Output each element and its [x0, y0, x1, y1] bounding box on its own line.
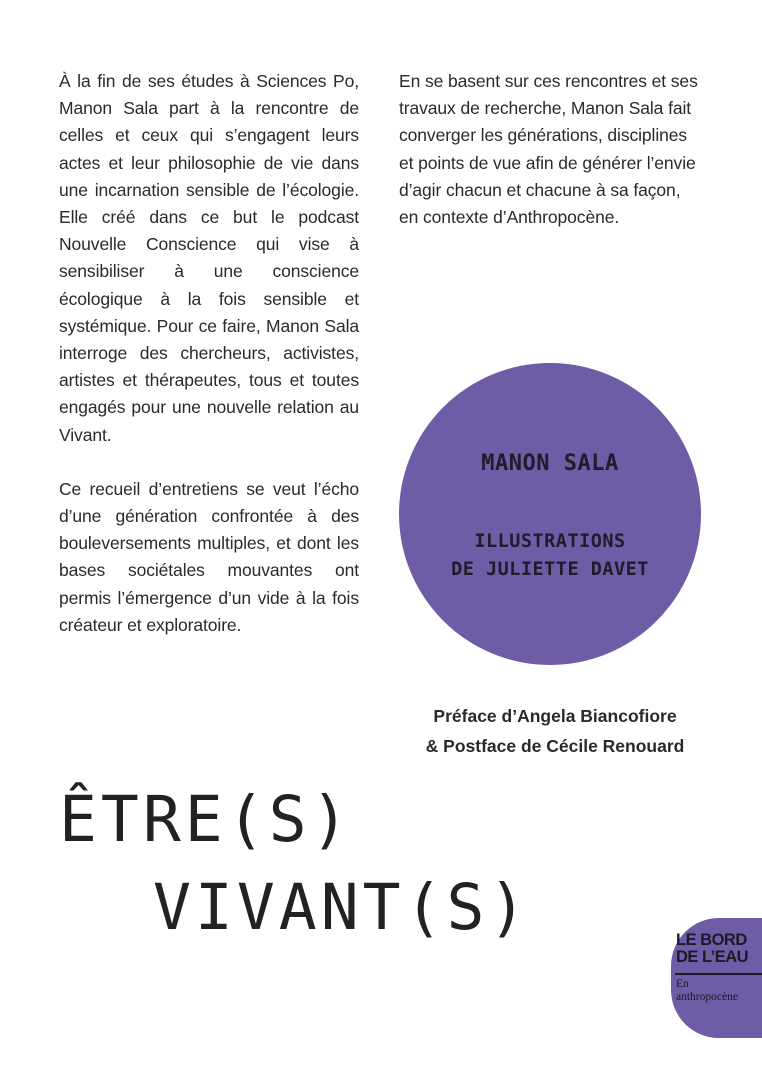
left-text-column	[59, 68, 359, 639]
publisher-logo	[671, 918, 762, 1038]
publisher-name-line-1: LE BORD	[676, 931, 747, 949]
logo-divider	[675, 973, 762, 975]
series-line-1: En	[676, 978, 689, 990]
series-name	[676, 978, 762, 1004]
right-text-column	[399, 68, 704, 231]
publisher-name-line-2: DE L’EAU	[676, 948, 749, 966]
preface-line: Préface d’Angela Biancofiore	[433, 706, 677, 726]
book-title-line-2: VIVANT(S)	[153, 871, 531, 944]
author-badge	[399, 363, 701, 665]
illustrator-line-1: ILLUSTRATIONS	[474, 531, 626, 552]
illustrator-line-2: DE JULIETTE DAVET	[451, 559, 649, 580]
blurb-paragraph-2: Ce recueil d’entretiens se veut l’écho d’une génération confrontée à des bouleversements multiples, et dont les bases sociétales mouvantes ont permis l’émergence d’un vide à la fois créateur et exploratoire.	[59, 478, 359, 635]
blurb-paragraph-1: À la fin de ses études à Sciences Po, Manon Sala part à la rencontre de celles et ceux qui s’engagent leurs actes et leur philosophie de vie dans une incarnation sensible de l’écologie. Elle créé dans ce but le podcast Nouvelle Conscience qui vise à sensibiliser à une conscience écologique à la fois sensible et systémique. Pour ce faire, Manon Sala interroge des chercheurs, activistes, artistes et thérapeutes, tous et toutes engagés pour une nouvelle relation au Vivant.	[59, 71, 359, 445]
series-line-2: anthropocène	[676, 991, 738, 1003]
illustrator-credit	[399, 528, 701, 584]
author-name: MANON SALA	[481, 451, 619, 476]
book-title-line-1: ÊTRE(S)	[59, 783, 353, 856]
postface-line: & Postface de Cécile Renouard	[425, 736, 685, 756]
publisher-name	[676, 932, 762, 966]
blurb-paragraph-3: En se basent sur ces rencontres et ses travaux de recherche, Manon Sala fait converger les générations, disciplines et points de vue afin de générer l’envie d’agir chacun et chacune à sa façon, en contexte d’Anthropocène.	[399, 71, 698, 228]
preface-credits	[400, 701, 710, 761]
